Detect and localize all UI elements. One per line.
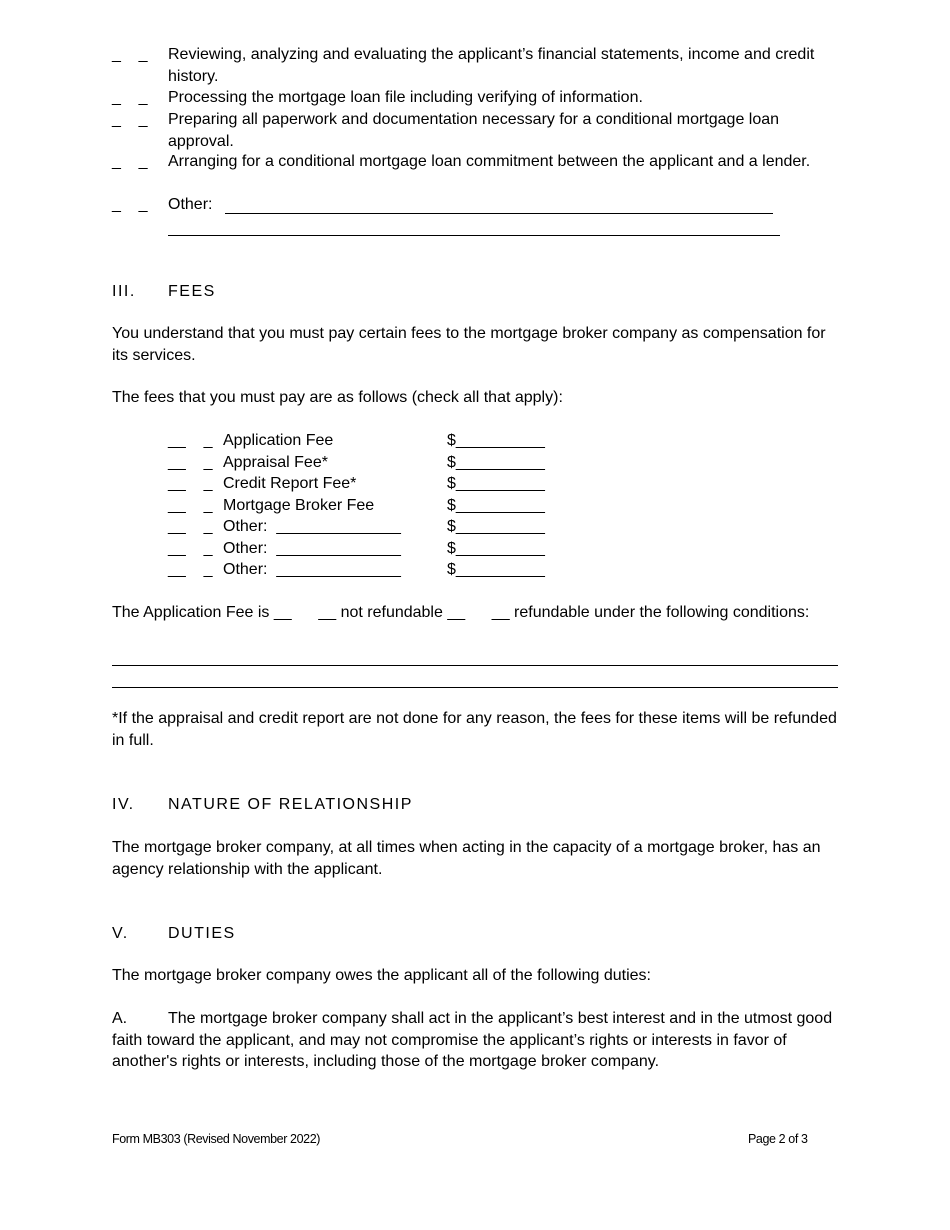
fee-amount-field[interactable]: $__________ [447, 453, 545, 471]
fees-intro: You understand that you must pay certain fees to the mortgage broker company as compensation for its services. [112, 325, 826, 364]
service-checkbox[interactable]: _ _ [112, 111, 148, 128]
fee-other-field[interactable]: Other: ______________ [223, 518, 401, 535]
conditions-line-2[interactable] [112, 687, 838, 688]
fees-instruction: The fees that you must pay are as follows (check all that apply): [112, 389, 563, 406]
service-checkbox[interactable]: _ _ [112, 46, 148, 63]
section-heading-relationship [112, 794, 413, 816]
fee-checkbox[interactable]: __ _ [168, 453, 213, 471]
service-item: Processing the mortgage loan file including verifying of information. [168, 89, 643, 106]
fee-amount-field[interactable]: $__________ [447, 475, 545, 492]
service-item: Reviewing, analyzing and evaluating the applicant’s financial statements, income and credit history. [168, 46, 815, 85]
fee-amount-field[interactable]: $__________ [447, 432, 545, 449]
fee-row [168, 516, 588, 538]
fee-row [168, 538, 588, 560]
section-heading-duties [112, 923, 236, 945]
fee-other-field[interactable]: Other: ______________ [223, 561, 401, 578]
fee-label: Credit Report Fee* [223, 475, 357, 492]
application-fee-sentence: The Application Fee is __ __ not refundable __ __ refundable under the following conditions: [112, 604, 810, 621]
service-checkbox[interactable]: _ _ [112, 153, 148, 170]
fee-label: Appraisal Fee* [223, 453, 328, 471]
fee-other-field[interactable]: Other: ______________ [223, 539, 401, 557]
fee-amount-field[interactable]: $__________ [447, 518, 545, 535]
service-checkbox[interactable]: _ _ [112, 196, 148, 213]
duty-letter: A. [112, 1010, 128, 1027]
section-number: III. [112, 283, 136, 300]
fee-row [168, 495, 588, 517]
service-checkbox[interactable]: _ _ [112, 89, 148, 106]
section-heading-fees [112, 281, 216, 303]
form-id: Form MB303 (Revised November 2022) [112, 1132, 321, 1146]
service-other-line[interactable] [225, 213, 773, 214]
section-title: NATURE OF RELATIONSHIP [168, 796, 413, 813]
fee-row [168, 430, 588, 452]
fee-amount-field[interactable]: $__________ [447, 539, 545, 557]
service-other-line-2[interactable] [168, 235, 780, 236]
duties-intro: The mortgage broker company owes the applicant all of the following duties: [112, 967, 651, 984]
fees-footnote: *If the appraisal and credit report are not done for any reason, the fees for these items will be refunded in full. [112, 710, 837, 749]
fee-checkbox[interactable]: __ _ [168, 518, 213, 535]
fee-row [168, 452, 588, 474]
page-number: Page 2 of 3 [748, 1132, 808, 1146]
service-other-label: Other: [168, 196, 213, 213]
fee-checkbox[interactable]: __ _ [168, 539, 213, 557]
fee-label: Mortgage Broker Fee [223, 496, 375, 514]
fee-amount-field[interactable]: $__________ [447, 561, 545, 578]
fee-amount-field[interactable]: $__________ [447, 496, 545, 514]
duty-item-a [112, 1008, 842, 1073]
fee-label: Application Fee [223, 432, 334, 449]
fee-checkbox[interactable]: __ _ [168, 475, 213, 492]
conditions-line[interactable] [112, 665, 838, 666]
service-item: Preparing all paperwork and documentation necessary for a conditional mortgage loan approval. [168, 111, 780, 150]
section-title: DUTIES [168, 925, 236, 942]
fee-checkbox[interactable]: __ _ [168, 496, 213, 514]
fee-row [168, 559, 588, 581]
section-number: IV. [112, 796, 135, 813]
fee-checkbox[interactable]: __ _ [168, 561, 213, 578]
service-item: Arranging for a conditional mortgage loan commitment between the applicant and a lender. [168, 153, 811, 170]
relationship-text: The mortgage broker company, at all times when acting in the capacity of a mortgage broker, has an agency relationship with the applicant. [112, 839, 821, 878]
duty-text: The mortgage broker company shall act in the applicant’s best interest and in the utmost good faith toward the applicant, and may not compromise the applicant’s rights or interests in favor of another's rights or interests, including those of the mortgage broker company. [112, 1010, 833, 1070]
fee-checkbox[interactable]: __ _ [168, 432, 213, 449]
section-title: FEES [168, 283, 216, 300]
section-number: V. [112, 925, 129, 942]
fee-row [168, 473, 588, 495]
